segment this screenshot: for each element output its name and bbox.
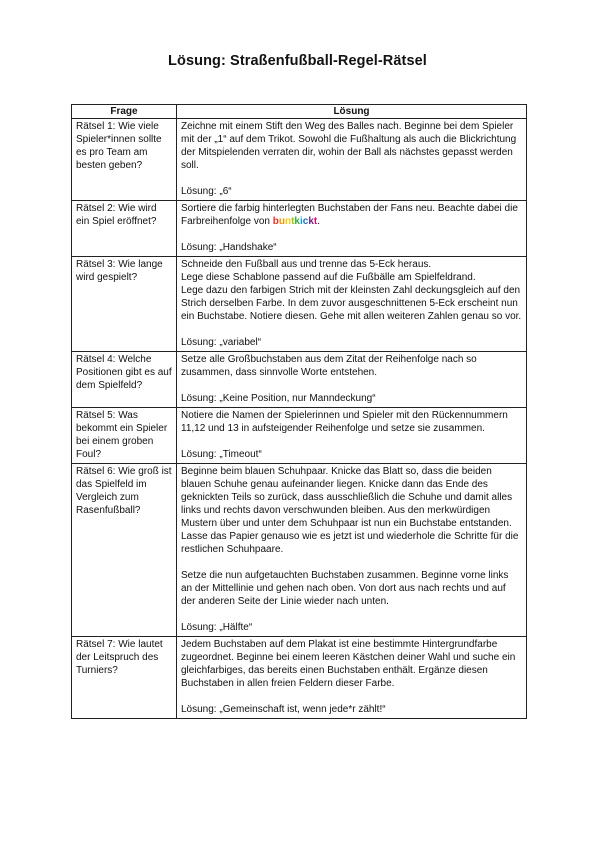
answer-gap [181, 228, 522, 241]
table-row [72, 257, 527, 352]
instruction-text [181, 120, 522, 172]
solution-cell [177, 464, 527, 637]
instruction-text [181, 638, 522, 690]
brand-letter: i [299, 216, 303, 227]
answer-gap [181, 379, 522, 392]
brand-letter: n [284, 216, 292, 227]
header-frage: Frage [72, 105, 177, 119]
instruction-text [181, 409, 522, 435]
instruction-text-content: Notiere die Namen der Spielerinnen und Spieler mit den Rückennummern 11,12 und 13 in aufsteigender Reihenfolge und setze sie zusammen. [181, 410, 508, 434]
answer-text: Lösung: „Keine Position, nur Manndeckung“ [181, 393, 376, 404]
table-row [72, 464, 527, 637]
instruction-text-content: Jedem Buchstaben auf dem Plakat ist eine bestimmte Hintergrundfarbe zugeordnet. Beginne bei einem leeren Kästchen deiner Wahl und suche ein gleichfarbiges, das bereits einen Buchstaben enthält. Ergänze diesen Buchstaben in allen freien Feldern dieser Farbe. [181, 639, 516, 689]
question-cell: Rätsel 3: Wie lange wird gespielt? [72, 257, 177, 352]
table-row [72, 119, 527, 201]
table-row [72, 637, 527, 719]
answer-text: Lösung: „Timeout“ [181, 449, 262, 460]
question-cell: Rätsel 4: Welche Positionen gibt es auf dem Spielfeld? [72, 352, 177, 408]
solution-cell [177, 119, 527, 201]
table-row [72, 201, 527, 257]
question-cell: Rätsel 2: Wie wird ein Spiel eröffnet? [72, 201, 177, 257]
answer-text: Lösung: „Handshake“ [181, 242, 277, 253]
brand-letter: u [278, 216, 285, 227]
solution-cell [177, 257, 527, 352]
instruction-text [181, 353, 522, 379]
brand-letter: k [294, 216, 300, 227]
answer-gap [181, 172, 522, 185]
table-header-row [72, 105, 527, 119]
brand-letter: k [308, 216, 314, 227]
instruction-text-content: Sortiere die farbig hinterlegten Buchstaben der Fans neu. Beachte dabei die Farbreihenfolge von [181, 203, 518, 227]
solution-cell [177, 201, 527, 257]
brand-letter: b [272, 216, 279, 227]
brand-letter: t [313, 216, 318, 227]
answer-gap [181, 608, 522, 621]
page-title: Lösung: Straßenfußball-Regel-Rätsel [168, 53, 427, 69]
instruction-text-content: Schneide den Fußball aus und trenne das 5-Eck heraus. Lege diese Schablone passend auf die Fußbälle am Spielfeldrand. Lege dazu den farbigen Strich mit der kleinsten Zahl deckungsgleich auf den Strich derselben Farbe. In dem zuvor ausgeschnittenen 5-Eck erscheint nun ein Buchstabe. Notiere diesen. Gehe mit allen weiteren Zahlen genau so vor. [181, 259, 522, 322]
instruction-text [181, 202, 522, 228]
answer-gap [181, 323, 522, 336]
solution-cell [177, 408, 527, 464]
brand-letter: c [302, 216, 309, 227]
question-cell: Rätsel 5: Was bekommt ein Spieler bei einem groben Foul? [72, 408, 177, 464]
answer-text: Lösung: „6“ [181, 186, 232, 197]
brand-letter: t [291, 216, 295, 227]
paragraph-gap [181, 556, 522, 569]
header-loesung: Lösung [177, 105, 527, 119]
instruction-text [181, 569, 522, 608]
table-row [72, 352, 527, 408]
buntkickt-brand-text [273, 216, 317, 227]
sentence-period: . [317, 216, 320, 227]
instruction-text [181, 258, 522, 323]
answer-gap [181, 435, 522, 448]
instruction-text-content: Zeichne mit einem Stift den Weg des Balles nach. Beginne bei dem Spieler mit der „1“ auf dem Trikot. Sowohl die Fußhaltung als auch die Blickrichtung der Mitspielenden verraten dir, wohin der Ball als nächstes gepasst werden soll. [181, 121, 517, 171]
solution-cell [177, 352, 527, 408]
instruction-text-content: Beginne beim blauen Schuhpaar. Knicke das Blatt so, dass die beiden blauen Schuhe genau aufeinander liegen. Knicke dann das Ende des geknickten Teils so zurück, dass ausschließlich die Schuhe und damit alles links und rechts davon verschwunden bleiben. Aus den merkwürdigen Mustern über und unter dem Schuhpaar ist nun ein Buchstabe entstanden. Lasse das Papier genauso wie es jetzt ist und wiederhole die Schritte für die restlichen Schuhpaare. [181, 466, 519, 555]
answer-text: Lösung: „Gemeinschaft ist, wenn jede*r zählt!“ [181, 704, 386, 715]
table-row [72, 408, 527, 464]
question-cell: Rätsel 1: Wie viele Spieler*innen sollte es pro Team am besten geben? [72, 119, 177, 201]
solution-table [71, 104, 527, 719]
solution-cell [177, 637, 527, 719]
answer-gap [181, 690, 522, 703]
question-cell: Rätsel 6: Wie groß ist das Spielfeld im Vergleich zum Rasenfußball? [72, 464, 177, 637]
question-cell: Rätsel 7: Wie lautet der Leitspruch des Turniers? [72, 637, 177, 719]
instruction-text [181, 465, 522, 556]
answer-text: Lösung: „variabel“ [181, 337, 262, 348]
instruction-text-content: Setze die nun aufgetauchten Buchstaben zusammen. Beginne vorne links an der Mittellinie und gehen nach oben. Von dort aus nach rechts und auf der anderen Seite der Linie wieder nach unten. [181, 570, 509, 607]
answer-text: Lösung: „Hälfte“ [181, 622, 253, 633]
instruction-text-content: Setze alle Großbuchstaben aus dem Zitat der Reihenfolge nach so zusammen, dass sinnvolle Worte entstehen. [181, 354, 477, 378]
